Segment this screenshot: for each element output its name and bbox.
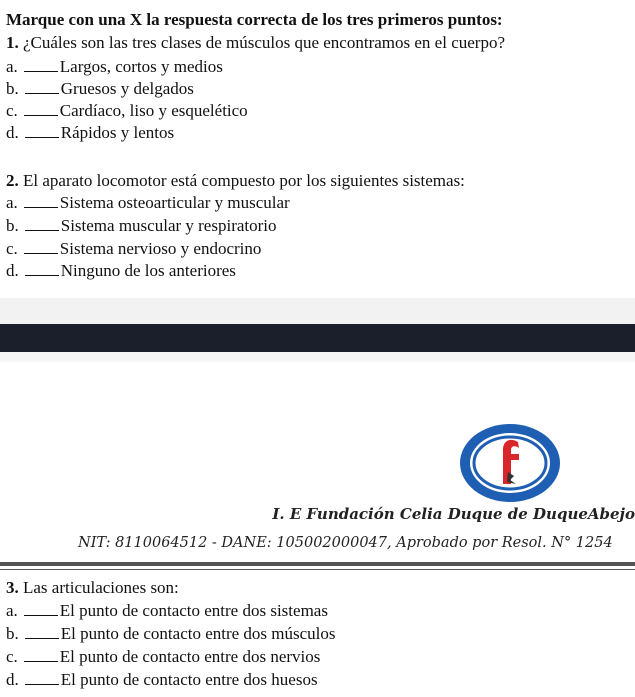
question-3-text: Las articulaciones son: [23,578,179,597]
question-3-number: 3. [6,578,19,597]
option-text: El punto de contacto entre dos huesos [60,670,318,689]
answer-blank[interactable] [24,101,58,116]
school-logo-icon [458,422,562,504]
option-letter: b. [6,624,19,643]
answer-blank[interactable] [24,239,58,254]
page-separator-band [0,324,635,352]
option-letter: b. [6,216,19,235]
answer-blank[interactable] [24,57,58,72]
option-letter: c. [6,101,18,120]
option-letter: d. [6,670,19,689]
header-rule-thick [0,562,635,566]
option-text: El punto de contacto entre dos músculos [60,624,336,643]
question-1-text: ¿Cuáles son las tres clases de músculos que encontramos en el cuerpo? [23,33,505,52]
question-2 [6,171,465,191]
option-letter: a. [6,601,18,620]
question-1 [6,33,505,53]
answer-blank[interactable] [24,193,58,208]
answer-blank[interactable] [24,601,58,616]
option-text: Rápidos y lentos [60,123,175,142]
question-3-option-d[interactable] [6,670,318,690]
question-3-option-c[interactable] [6,647,320,667]
answer-blank[interactable] [25,261,59,276]
option-letter: d. [6,123,19,142]
question-1-option-c[interactable] [6,101,248,121]
question-1-option-d[interactable] [6,123,174,143]
answer-blank[interactable] [25,670,59,685]
option-text: Largos, cortos y medios [59,57,223,76]
option-letter: c. [6,239,18,258]
option-text: El punto de contacto entre dos sistemas [59,601,328,620]
question-2-number: 2. [6,171,19,190]
question-3-option-a[interactable] [6,601,328,621]
option-text: Cardíaco, liso y esquelético [59,101,248,120]
option-text: Gruesos y delgados [60,79,194,98]
option-text: Sistema muscular y respiratorio [60,216,277,235]
answer-blank[interactable] [24,647,58,662]
option-text: Sistema osteoarticular y muscular [59,193,290,212]
question-2-option-b[interactable] [6,216,277,236]
option-letter: a. [6,193,18,212]
question-2-option-d[interactable] [6,261,236,281]
answer-blank[interactable] [25,123,59,138]
answer-blank[interactable] [25,624,59,639]
question-1-number: 1. [6,33,19,52]
question-2-option-a[interactable] [6,193,290,213]
institution-name: I. E Fundación Celia Duque de DuqueAbejo [272,505,635,523]
answer-blank[interactable] [25,216,59,231]
question-1-option-b[interactable] [6,79,194,99]
institution-nit: NIT: 8110064512 - DANE: 105002000047, Aprobado por Resol. N° 1254 [78,535,613,551]
question-3-option-b[interactable] [6,624,336,644]
page-gap-top [0,298,635,324]
question-2-option-c[interactable] [6,239,261,259]
option-text: Sistema nervioso y endocrino [59,239,262,258]
option-letter: d. [6,261,19,280]
question-2-text: El aparato locomotor está compuesto por los siguientes sistemas: [23,171,465,190]
option-text: Ninguno de los anteriores [60,261,236,280]
instructions: Marque con una X la respuesta correcta de los tres primeros puntos: [6,10,503,29]
question-3 [6,578,179,598]
header-rule-thin [0,569,635,570]
option-letter: a. [6,57,18,76]
option-text: El punto de contacto entre dos nervios [59,647,321,666]
answer-blank[interactable] [25,79,59,94]
page-gap-bottom [0,352,635,362]
option-letter: c. [6,647,18,666]
option-letter: b. [6,79,19,98]
question-1-option-a[interactable] [6,57,223,77]
